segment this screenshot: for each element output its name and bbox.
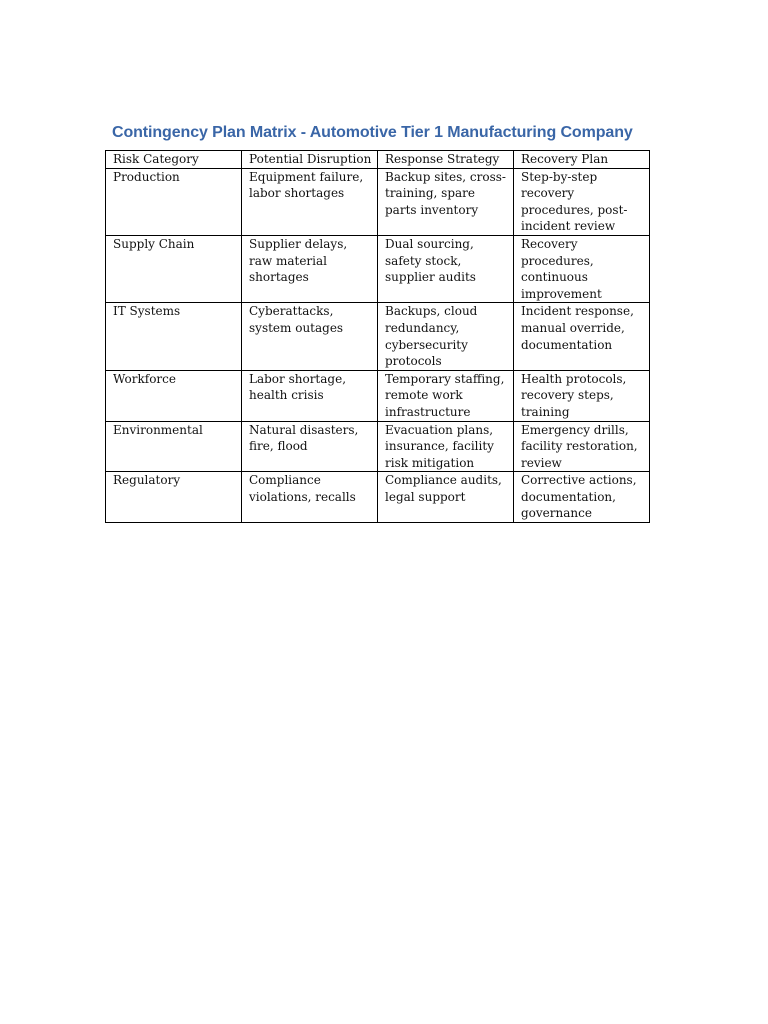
cell-potential-disruption: Cyberattacks, system outages [242, 303, 378, 370]
table-row [106, 421, 650, 472]
header-recovery-plan: Recovery Plan [514, 151, 650, 169]
cell-response-strategy: Evacuation plans, insurance, facility risk mitigation [378, 421, 514, 472]
table-row [106, 168, 650, 235]
cell-risk-category: Regulatory [106, 472, 242, 523]
table-row [106, 235, 650, 302]
cell-recovery-plan: Health protocols, recovery steps, training [514, 370, 650, 421]
table-header-row [106, 151, 650, 169]
cell-risk-category: Supply Chain [106, 235, 242, 302]
table-row [106, 370, 650, 421]
cell-response-strategy: Backups, cloud redundancy, cybersecurity protocols [378, 303, 514, 370]
cell-response-strategy: Temporary staffing, remote work infrastructure [378, 370, 514, 421]
header-potential-disruption: Potential Disruption [242, 151, 378, 169]
cell-recovery-plan: Incident response, manual override, documentation [514, 303, 650, 370]
cell-response-strategy: Backup sites, cross-training, spare parts inventory [378, 168, 514, 235]
cell-recovery-plan: Emergency drills, facility restoration, review [514, 421, 650, 472]
cell-potential-disruption: Supplier delays, raw material shortages [242, 235, 378, 302]
cell-risk-category: Production [106, 168, 242, 235]
header-risk-category: Risk Category [106, 151, 242, 169]
cell-risk-category: Workforce [106, 370, 242, 421]
document-title: Contingency Plan Matrix - Automotive Tier 1 Manufacturing Company [112, 124, 633, 141]
table-row [106, 303, 650, 370]
table-row [106, 472, 650, 523]
cell-potential-disruption: Labor shortage, health crisis [242, 370, 378, 421]
cell-recovery-plan: Recovery procedures, continuous improvement [514, 235, 650, 302]
cell-recovery-plan: Step-by-step recovery procedures, post-incident review [514, 168, 650, 235]
cell-potential-disruption: Equipment failure, labor shortages [242, 168, 378, 235]
cell-recovery-plan: Corrective actions, documentation, governance [514, 472, 650, 523]
cell-risk-category: Environmental [106, 421, 242, 472]
contingency-matrix-table [105, 150, 650, 523]
cell-response-strategy: Dual sourcing, safety stock, supplier audits [378, 235, 514, 302]
cell-response-strategy: Compliance audits, legal support [378, 472, 514, 523]
cell-potential-disruption: Natural disasters, fire, flood [242, 421, 378, 472]
cell-potential-disruption: Compliance violations, recalls [242, 472, 378, 523]
header-response-strategy: Response Strategy [378, 151, 514, 169]
cell-risk-category: IT Systems [106, 303, 242, 370]
